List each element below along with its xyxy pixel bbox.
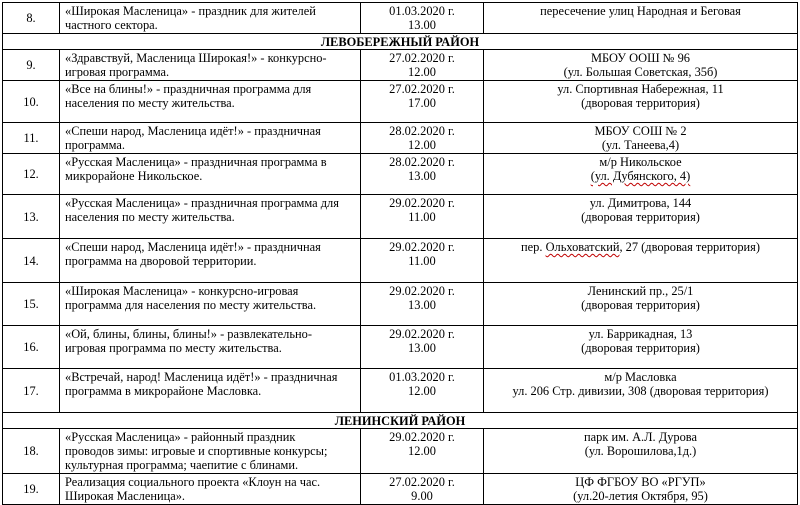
table-row <box>3 50 798 81</box>
event-line: культурная программа; чаепитие с блинами. <box>65 458 299 472</box>
event-line: микрорайоне Никольское. <box>65 169 203 183</box>
place-line: МБОУ СОШ № 2 <box>594 124 687 138</box>
place-line: ул. Баррикадная, 13 <box>588 327 693 341</box>
section-title-left-bank: ЛЕВОБЕРЕЖНЫЙ РАЙОН <box>3 34 798 50</box>
event-time: 11.00 <box>408 254 436 268</box>
events-table <box>2 2 798 505</box>
row-number: 9. <box>3 50 60 81</box>
place-line: пересечение улиц Народная и Беговая <box>540 4 741 18</box>
table-row <box>3 123 798 154</box>
event-time: 12.00 <box>408 444 436 458</box>
place-line: ул. Димитрова, 144 <box>589 196 692 210</box>
table-row <box>3 195 798 239</box>
event-description <box>60 369 361 413</box>
event-time: 13.00 <box>408 341 436 355</box>
table-row <box>3 474 798 505</box>
event-date: 29.02.2020 г. <box>389 284 455 298</box>
events-table-body <box>3 3 798 505</box>
row-number: 19. <box>3 474 60 505</box>
row-number: 17. <box>3 369 60 413</box>
event-time: 12.00 <box>408 384 436 398</box>
event-datetime <box>361 154 484 195</box>
event-datetime <box>361 326 484 369</box>
event-line: программа на дворовой территории. <box>65 254 257 268</box>
event-description <box>60 326 361 369</box>
event-place <box>484 429 798 474</box>
event-line: «Спеши народ, Масленица идёт!» - праздничная <box>65 240 321 254</box>
event-description <box>60 429 361 474</box>
table-row <box>3 326 798 369</box>
event-line: «Ой, блины, блины, блины!» - развлекательно- <box>65 327 312 341</box>
event-place <box>484 474 798 505</box>
event-description <box>60 239 361 283</box>
event-line: программа для населения по месту жительства. <box>65 298 317 312</box>
event-date: 29.02.2020 г. <box>389 327 455 341</box>
event-line: населения по месту жительства. <box>65 96 235 110</box>
place-line: (дворовая территория) <box>581 298 700 312</box>
event-date: 27.02.2020 г. <box>389 82 455 96</box>
event-line: «Все на блины!» - праздничная программа для <box>65 82 312 96</box>
row-number: 18. <box>3 429 60 474</box>
table-row <box>3 81 798 123</box>
event-time: 12.00 <box>408 138 436 152</box>
event-time: 13.00 <box>408 169 436 183</box>
place-line: м/р Масловка <box>604 370 677 384</box>
event-line: игровая программа по месту жительства. <box>65 341 282 355</box>
event-date: 27.02.2020 г. <box>389 51 455 65</box>
row-number: 15. <box>3 283 60 326</box>
event-place <box>484 195 798 239</box>
event-time: 11.00 <box>408 210 436 224</box>
event-datetime <box>361 474 484 505</box>
event-place <box>484 123 798 154</box>
event-line: программа. <box>65 138 125 152</box>
event-place <box>484 3 798 34</box>
row-number: 13. <box>3 195 60 239</box>
table-row <box>3 154 798 195</box>
place-line: пер. Ольховатский, 27 (дворовая территория) <box>521 240 760 254</box>
row-number: 16. <box>3 326 60 369</box>
event-date: 01.03.2020 г. <box>389 4 455 18</box>
section-header-row <box>3 413 798 429</box>
event-line: «Русская Масленица» - праздничная программа в <box>65 155 327 169</box>
place-line: (ул. Дубянского, 4) <box>590 169 691 183</box>
event-date: 28.02.2020 г. <box>389 124 455 138</box>
table-row <box>3 369 798 413</box>
event-datetime <box>361 3 484 34</box>
row-number: 12. <box>3 154 60 195</box>
event-place <box>484 369 798 413</box>
event-line: «Широкая Масленица» - конкурсно-игровая <box>65 284 299 298</box>
place-line: (ул. Большая Советская, 35б) <box>563 65 718 79</box>
event-line: «Русская Масленица» - праздничная программа для <box>65 196 339 210</box>
place-line: (ул. Танеева,4) <box>601 138 680 152</box>
event-description <box>60 283 361 326</box>
event-line: «Широкая Масленица» - праздник для жителей <box>65 4 316 18</box>
event-date: 28.02.2020 г. <box>389 155 455 169</box>
row-number: 11. <box>3 123 60 154</box>
section-header-row <box>3 34 798 50</box>
place-line: м/р Никольское <box>599 155 682 169</box>
event-line: Широкая Масленица». <box>65 489 186 503</box>
place-line: ЦФ ФГБОУ ВО «РГУП» <box>575 475 706 489</box>
event-time: 17.00 <box>408 96 436 110</box>
event-place <box>484 154 798 195</box>
event-time: 12.00 <box>408 65 436 79</box>
event-place <box>484 239 798 283</box>
event-description <box>60 81 361 123</box>
table-row <box>3 429 798 474</box>
place-line: (ул. Ворошилова,1д.) <box>584 444 697 458</box>
place-line: парк им. А.Л. Дурова <box>584 430 697 444</box>
event-place <box>484 283 798 326</box>
event-line: «Здравствуй, Масленица Широкая!» - конкурсно- <box>65 51 327 65</box>
event-datetime <box>361 283 484 326</box>
place-line: (дворовая территория) <box>581 96 700 110</box>
event-place <box>484 50 798 81</box>
event-place <box>484 326 798 369</box>
event-datetime <box>361 123 484 154</box>
event-line: «Спеши народ, Масленица идёт!» - праздничная <box>65 124 321 138</box>
event-description <box>60 154 361 195</box>
table-row <box>3 3 798 34</box>
event-datetime <box>361 81 484 123</box>
event-datetime <box>361 195 484 239</box>
spellcheck-flagged-word: Ольховатский <box>545 240 620 254</box>
event-description <box>60 474 361 505</box>
table-row <box>3 239 798 283</box>
event-line: «Русская Масленица» - районный праздник <box>65 430 296 444</box>
event-time: 13.00 <box>408 298 436 312</box>
event-description <box>60 50 361 81</box>
event-line: населения по месту жительства. <box>65 210 235 224</box>
place-line: МБОУ ООШ № 96 <box>591 51 690 65</box>
event-datetime <box>361 50 484 81</box>
event-date: 27.02.2020 г. <box>389 475 455 489</box>
event-date: 29.02.2020 г. <box>389 430 455 444</box>
event-line: частного сектора. <box>65 18 158 32</box>
event-line: программа в микрорайоне Масловка. <box>65 384 262 398</box>
event-line: «Встречай, народ! Масленица идёт!» - праздничная <box>65 370 338 384</box>
place-line: Ленинский пр., 25/1 <box>587 284 694 298</box>
event-date: 29.02.2020 г. <box>389 240 455 254</box>
row-number: 8. <box>3 3 60 34</box>
section-title-leninsky: ЛЕНИНСКИЙ РАЙОН <box>3 413 798 429</box>
event-datetime <box>361 239 484 283</box>
row-number: 14. <box>3 239 60 283</box>
event-time: 9.00 <box>411 489 433 503</box>
event-place <box>484 81 798 123</box>
event-date: 01.03.2020 г. <box>389 370 455 384</box>
event-line: проводов зимы: игровые и спортивные конкурсы; <box>65 444 328 458</box>
event-description <box>60 195 361 239</box>
row-number: 10. <box>3 81 60 123</box>
place-line: ул. 206 Стр. дивизии, 308 (дворовая территория) <box>512 384 769 398</box>
place-line: (дворовая территория) <box>581 341 700 355</box>
event-description <box>60 123 361 154</box>
document-page <box>2 2 798 505</box>
event-datetime <box>361 369 484 413</box>
place-line: (дворовая территория) <box>581 210 700 224</box>
table-row <box>3 283 798 326</box>
place-line: (ул.20-летия Октября, 95) <box>573 489 708 503</box>
event-line: игровая программа. <box>65 65 170 79</box>
event-time: 13.00 <box>408 18 436 32</box>
event-date: 29.02.2020 г. <box>389 196 455 210</box>
event-datetime <box>361 429 484 474</box>
event-description <box>60 3 361 34</box>
event-line: Реализация социального проекта «Клоун на час. <box>65 475 321 489</box>
place-line: ул. Спортивная Набережная, 11 <box>557 82 724 96</box>
